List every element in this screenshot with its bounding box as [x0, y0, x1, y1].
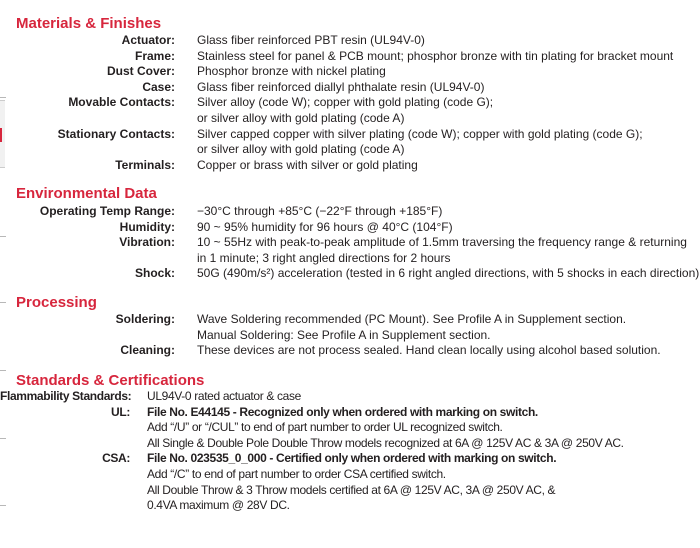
spec-label: Frame: [134, 48, 175, 63]
spec-value-line: or silver alloy with gold plating (code A) [197, 142, 405, 157]
spec-value [197, 95, 493, 126]
spec-value-line: Manual Soldering: See Profile A in Supplement section. [197, 327, 491, 342]
section-heading: Environmental Data [16, 185, 157, 202]
spec-value-line: All Single & Double Pole Double Throw models recognized at 6A @ 125V AC & 3A @ 250V AC. [147, 435, 624, 450]
spec-row [0, 343, 661, 359]
spec-row [0, 312, 661, 343]
spec-value [147, 405, 624, 452]
spec-value [147, 451, 556, 513]
spec-label: UL: [111, 404, 130, 419]
margin-tick [0, 370, 6, 371]
spec-value [197, 343, 661, 359]
spec-value-line: in 1 minute; 3 right angled directions for 2 hours [197, 250, 451, 265]
spec-value-line: 90 ~ 95% humidity for 96 hours @ 40°C (104°F) [197, 219, 453, 234]
spec-row [0, 64, 673, 80]
spec-row [0, 389, 624, 405]
spec-value-line: Glass fiber reinforced diallyl phthalate resin (UL94V-0) [197, 79, 485, 94]
margin-tick [0, 302, 6, 303]
spec-value [197, 204, 442, 220]
spec-value [147, 389, 301, 405]
spec-label: Shock: [134, 266, 175, 281]
spec-row [0, 80, 673, 96]
spec-label: Case: [142, 79, 175, 94]
spec-value-line: All Double Throw & 3 Throw models certified at 6A @ 125V AC, 3A @ 250V AC, & [147, 482, 556, 497]
spec-row [0, 127, 673, 158]
spec-label: Terminals: [115, 157, 175, 172]
spec-label: Humidity: [119, 219, 175, 234]
spec-value [197, 127, 643, 158]
spec-value-line: 0.4VA maximum @ 28V DC. [147, 498, 290, 513]
spec-label: Flammability Standards: [0, 389, 132, 403]
spec-value [197, 80, 484, 96]
spec-label: Operating Temp Range: [39, 204, 175, 218]
spec-row [0, 95, 673, 126]
spec-value-line: Copper or brass with silver or gold plating [197, 157, 418, 172]
spec-row [0, 49, 673, 65]
spec-value-line: UL94V-0 rated actuator & case [147, 389, 301, 403]
spec-row [0, 235, 699, 266]
spec-value-line: Phosphor bronze with nickel plating [197, 64, 386, 79]
spec-value [197, 158, 418, 174]
spec-label: Vibration: [119, 235, 175, 250]
spec-value-line: 50G (490m/s²) acceleration (tested in 6 right angled directions, with 5 shocks in each direction) [197, 266, 700, 281]
spec-value [197, 64, 386, 80]
spec-value-line: File No. 023535_0_000 - Certified only when ordered with marking on switch. [147, 451, 557, 466]
spec-value-line: Add “/U” or “/CUL” to end of part number to order UL recognized switch. [147, 420, 503, 435]
spec-label: Actuator: [121, 33, 175, 47]
spec-value [197, 235, 687, 266]
spec-row [0, 204, 699, 220]
spec-value-line: These devices are not process sealed. Hand clean locally using alcohol based solution. [197, 343, 661, 358]
spec-row [0, 33, 673, 49]
spec-label: Movable Contacts: [68, 95, 175, 110]
spec-label: CSA: [102, 451, 130, 466]
spec-value-line: −30°C through +85°C (−22°F through +185°F) [197, 204, 443, 218]
spec-label: Cleaning: [120, 343, 175, 358]
spec-value-line: Add “/C” to end of part number to order CSA certified switch. [147, 466, 446, 481]
spec-value-line: File No. E44145 - Recognized only when ordered with marking on switch. [147, 404, 538, 419]
spec-row [0, 158, 673, 174]
spec-value [197, 49, 673, 65]
spec-label: Stationary Contacts: [57, 126, 175, 141]
spec-value [197, 33, 425, 49]
spec-value [197, 312, 626, 343]
spec-value-line: Glass fiber reinforced PBT resin (UL94V-0) [197, 33, 425, 47]
section-heading: Materials & Finishes [16, 15, 162, 32]
spec-value-line: 10 ~ 55Hz with peak-to-peak amplitude of 1.5mm traversing the frequency range & returning [197, 235, 687, 250]
section-heading: Processing [16, 294, 97, 311]
section-heading: Standards & Certifications [16, 372, 205, 389]
spec-label: Dust Cover: [106, 64, 175, 79]
spec-value-line: Wave Soldering recommended (PC Mount). See Profile A in Supplement section. [197, 312, 627, 326]
spec-value [197, 220, 453, 236]
spec-value-line: Silver capped copper with silver plating (code W); copper with gold plating (code G); [197, 126, 643, 141]
spec-value [197, 266, 699, 282]
spec-row [0, 266, 699, 282]
spec-value-line: Silver alloy (code W); copper with gold plating (code G); [197, 95, 494, 110]
spec-label: Soldering: [115, 312, 175, 326]
spec-value-line: Stainless steel for panel & PCB mount; phosphor bronze with tin plating for bracket mount [197, 48, 674, 63]
spec-value-line: or silver alloy with gold plating (code A) [197, 110, 405, 125]
spec-row [0, 405, 624, 452]
spec-row [0, 220, 699, 236]
spec-row [0, 451, 624, 513]
